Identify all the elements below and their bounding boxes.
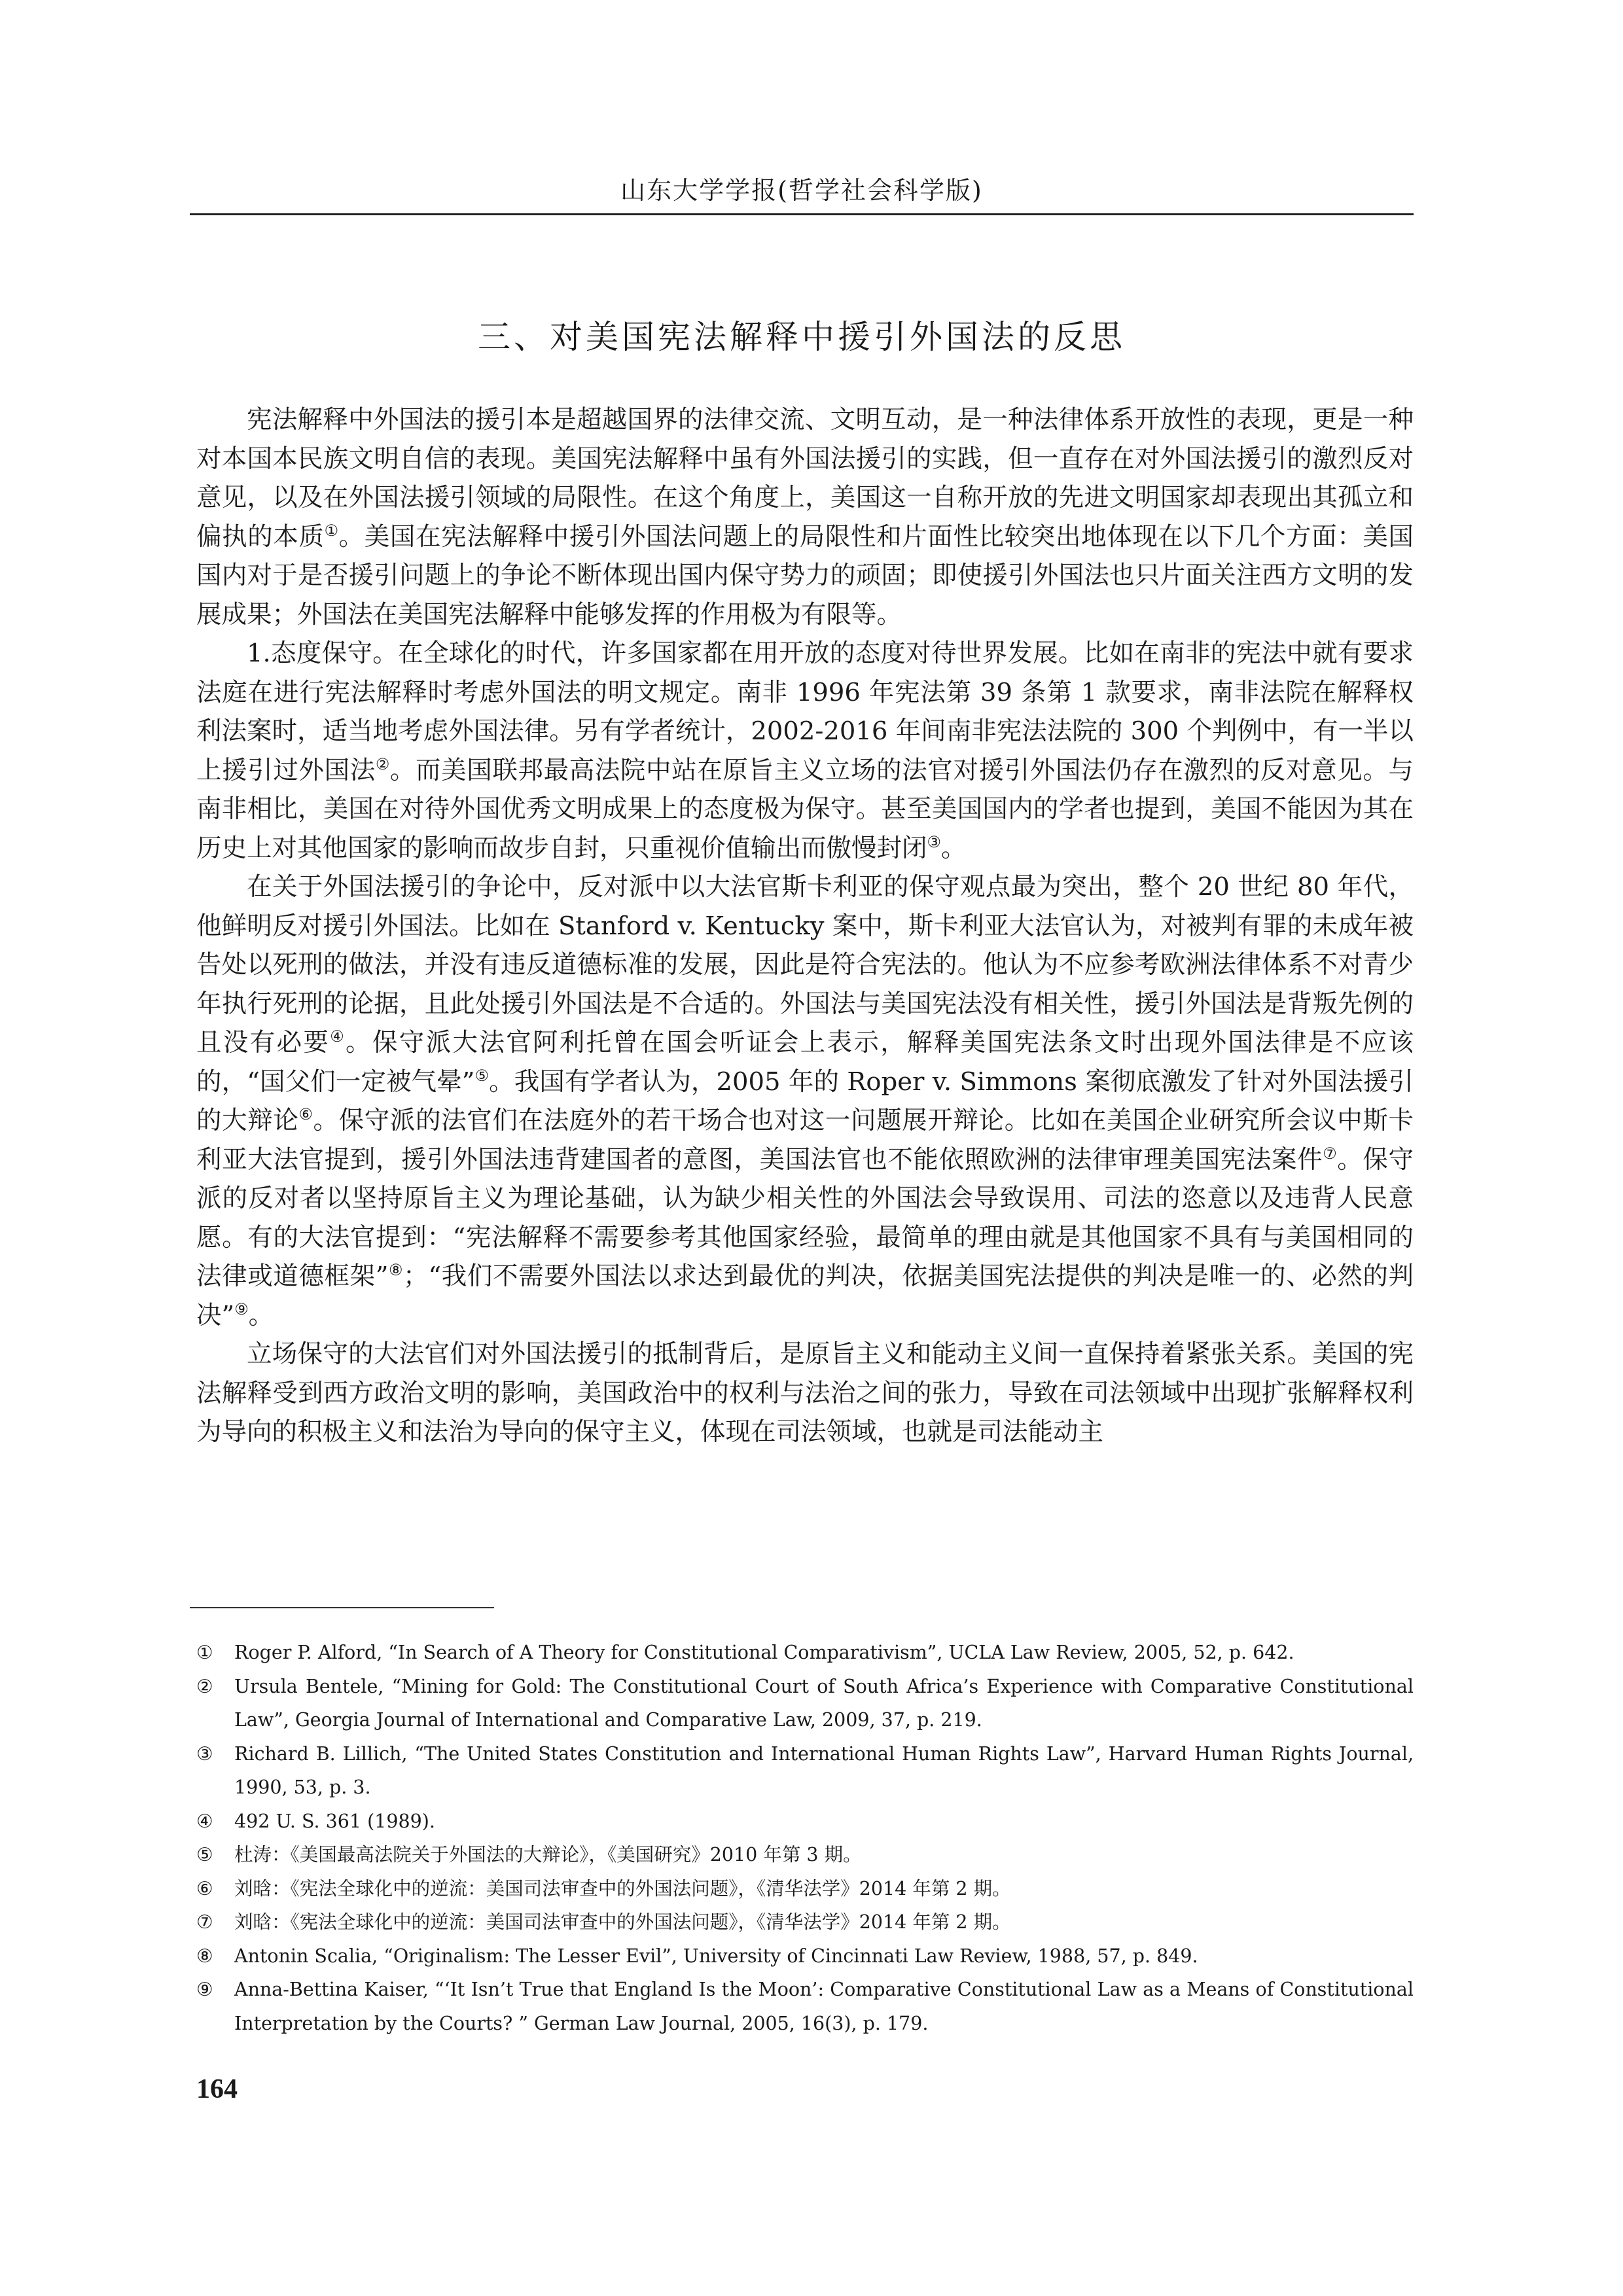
paragraph-text: 。保守派大法官阿利托曾在国会听证会上表示，解释美国宪法条文时出现外国法律是不应该的，“国父们一定被气晕” bbox=[196, 1028, 1414, 1097]
page-number: 164 bbox=[196, 2074, 238, 2104]
paragraph-3 bbox=[196, 868, 1414, 1335]
footnote-ref[interactable]: ⑧ bbox=[388, 1261, 403, 1280]
footnote-ref[interactable]: ⑤ bbox=[474, 1066, 490, 1085]
paragraph-text: 。 bbox=[248, 1300, 274, 1330]
paragraph-1 bbox=[196, 400, 1414, 634]
footnote-text: Roger P. Alford, “In Search of A Theory for Constitutional Comparativism”, UCLA Law Review, 2005, 52, p. 642. bbox=[234, 1642, 1294, 1663]
footnote-mark: ⑤ bbox=[196, 1844, 213, 1865]
footnote-ref[interactable]: ⑥ bbox=[298, 1105, 313, 1124]
footnote-text: Ursula Bentele, “Mining for Gold: The Constitutional Court of South Africa’s Experience with Comparative Constitutional Law”, Georgia Journal of International and Comparative Law, 2009, 37, p. 219. bbox=[234, 1675, 1414, 1731]
paragraph-text: 。保守派的反对者以坚持原旨主义为理论基础，认为缺少相关性的外国法会导致误用、司法的恣意以及违背人民意愿。有的大法官提到：“宪法解释不需要参考其他国家经验，最简单的理由就是其他国家不具有与美国相同的法律或道德框架” bbox=[196, 1144, 1414, 1291]
footnote-ref[interactable]: ① bbox=[324, 521, 339, 540]
footnote-text: 刘晗：《宪法全球化中的逆流：美国司法审查中的外国法问题》，《清华法学》2014 年第 2 期。 bbox=[234, 1911, 1011, 1933]
footnote-rule bbox=[190, 1607, 494, 1608]
footnotes bbox=[196, 1636, 1414, 2040]
footnote-9 bbox=[196, 1973, 1414, 2040]
footnote-ref[interactable]: ⑦ bbox=[1323, 1144, 1338, 1163]
paragraph-text: 在关于外国法援引的争论中，反对派中以大法官斯卡利亚的保守观点最为突出，整个 20 世纪 80 年代，他鲜明反对援引外国法。比如在 Stanford v. Kentucky 案中，斯卡利亚大法官认为，对被判有罪的未成年被告处以死刑的做法，并没有违反道德标准的发展，因此是符合宪法的。他认为不应参考欧洲法律体系不对青少年执行死刑的论据，且此处援引外国法是不合适的。外国法与美国宪法没有相关性，援引外国法是背叛先例的且没有必要 bbox=[196, 872, 1414, 1057]
running-header: 山东大学学报(哲学社会科学版) bbox=[620, 176, 983, 205]
paragraph-text: 1.态度保守。在全球化的时代，许多国家都在用开放的态度对待世界发展。比如在南非的宪法中就有要求法庭在进行宪法解释时考虑外国法的明文规定。南非 1996 年宪法第 39 条第 1 款要求，南非法院在解释权利法案时，适当地考虑外国法律。另有学者统计，2002-2016 年间南非宪法法院的 300 个判例中，有一半以上援引过外国法 bbox=[196, 639, 1414, 785]
footnote-ref[interactable]: ③ bbox=[927, 832, 941, 851]
footnote-text: 刘晗：《宪法全球化中的逆流：美国司法审查中的外国法问题》，《清华法学》2014 年第 2 期。 bbox=[234, 1877, 1011, 1899]
paragraph-text: 。美国在宪法解释中援引外国法问题上的局限性和片面性比较突出地体现在以下几个方面：美国国内对于是否援引问题上的争论不断体现出国内保守势力的顽固；即使援引外国法也只片面关注西方文明的发展成果；外国法在美国宪法解释中能够发挥的作用极为有限等。 bbox=[196, 521, 1414, 629]
paragraph-text: 立场保守的大法官们对外国法援引的抵制背后，是原旨主义和能动主义间一直保持着紧张关系。美国的宪法解释受到西方政治文明的影响，美国政治中的权利与法治之间的张力，导致在司法领域中出现扩张解释权利为导向的积极主义和法治为导向的保守主义，体现在司法领域，也就是司法能动主 bbox=[196, 1339, 1414, 1447]
paragraph-text: 宪法解释中外国法的援引本是超越国界的法律交流、文明互动，是一种法律体系开放性的表现，更是一种对本国本民族文明自信的表现。美国宪法解释中虽有外国法援引的实践，但一直存在对外国法援引的激烈反对意见，以及在外国法援引领域的局限性。在这个角度上，美国这一自称开放的先进文明国家却表现出其孤立和偏执的本质 bbox=[196, 405, 1414, 552]
footnote-mark: ⑨ bbox=[196, 1979, 213, 2000]
footnote-ref[interactable]: ② bbox=[375, 754, 390, 773]
paragraph-text: ；“我们不需要外国法以求达到最优的判决，依据美国宪法提供的判决是唯一的、必然的判决” bbox=[196, 1262, 1414, 1330]
paragraph-text: 。保守派的法官们在法庭外的若干场合也对这一问题展开辩论。比如在美国企业研究所会议中斯卡利亚大法官提到，援引外国法违背建国者的意图，美国法官也不能依照欧洲的法律审理美国宪法案件 bbox=[196, 1106, 1414, 1174]
footnote-ref[interactable]: ⑨ bbox=[234, 1299, 249, 1318]
paragraph-text: 。我国有学者认为，2005 年的 Roper v. Simmons 案彻底激发了针对外国法援引的大辩论 bbox=[196, 1067, 1414, 1135]
footnote-mark: ① bbox=[196, 1642, 213, 1663]
footnote-6 bbox=[196, 1872, 1414, 1906]
footnote-ref[interactable]: ④ bbox=[330, 1027, 346, 1046]
footnote-text: 杜涛：《美国最高法院关于外国法的大辩论》，《美国研究》2010 年第 3 期。 bbox=[234, 1844, 862, 1865]
footnote-mark: ③ bbox=[196, 1742, 213, 1765]
footnote-mark: ⑧ bbox=[196, 1945, 213, 1967]
footnote-2 bbox=[196, 1670, 1414, 1737]
footnote-1 bbox=[196, 1636, 1414, 1670]
paragraph-text: 。而美国联邦最高法院中站在原旨主义立场的法官对援引外国法仍存在激烈的反对意见。与南非相比，美国在对待外国优秀文明成果上的态度极为保守。甚至美国国内的学者也提到，美国不能因为其在历史上对其他国家的影响而故步自封，只重视价值输出而傲慢封闭 bbox=[196, 755, 1414, 863]
paragraph-2 bbox=[196, 634, 1414, 868]
footnote-text: Richard B. Lillich, “The United States Constitution and International Human Rights Law”, Harvard Human Rights Journal, 1990, 53, p. 3. bbox=[234, 1742, 1414, 1798]
footnote-text: Anna-Bettina Kaiser, “‘It Isn’t True that England Is the Moon’: Comparative Constitutional Law as a Means of Constitutional Interpretation by the Courts? ” German Law Journal, 2005, 16(3), p. 179. bbox=[234, 1979, 1414, 2034]
footnote-text: 492 U. S. 361 (1989). bbox=[234, 1810, 435, 1832]
footnote-7 bbox=[196, 1905, 1414, 1939]
section-title: 三、对美国宪法解释中援引外国法的反思 bbox=[478, 318, 1126, 356]
footnote-mark: ④ bbox=[196, 1810, 213, 1832]
footnote-4 bbox=[196, 1805, 1414, 1839]
header-rule bbox=[190, 213, 1414, 215]
footnote-5 bbox=[196, 1838, 1414, 1872]
footnote-3 bbox=[196, 1737, 1414, 1805]
article-body bbox=[196, 400, 1414, 1452]
footnote-mark: ⑦ bbox=[196, 1911, 213, 1933]
footnote-text: Antonin Scalia, “Originalism: The Lesser Evil”, University of Cincinnati Law Review, 1988, 57, p. 849. bbox=[234, 1945, 1198, 1967]
footnote-8 bbox=[196, 1939, 1414, 1973]
paragraph-4 bbox=[196, 1335, 1414, 1452]
paragraph-text: 。 bbox=[940, 833, 967, 863]
footnote-mark: ② bbox=[196, 1675, 213, 1697]
footnote-mark: ⑥ bbox=[196, 1877, 213, 1899]
